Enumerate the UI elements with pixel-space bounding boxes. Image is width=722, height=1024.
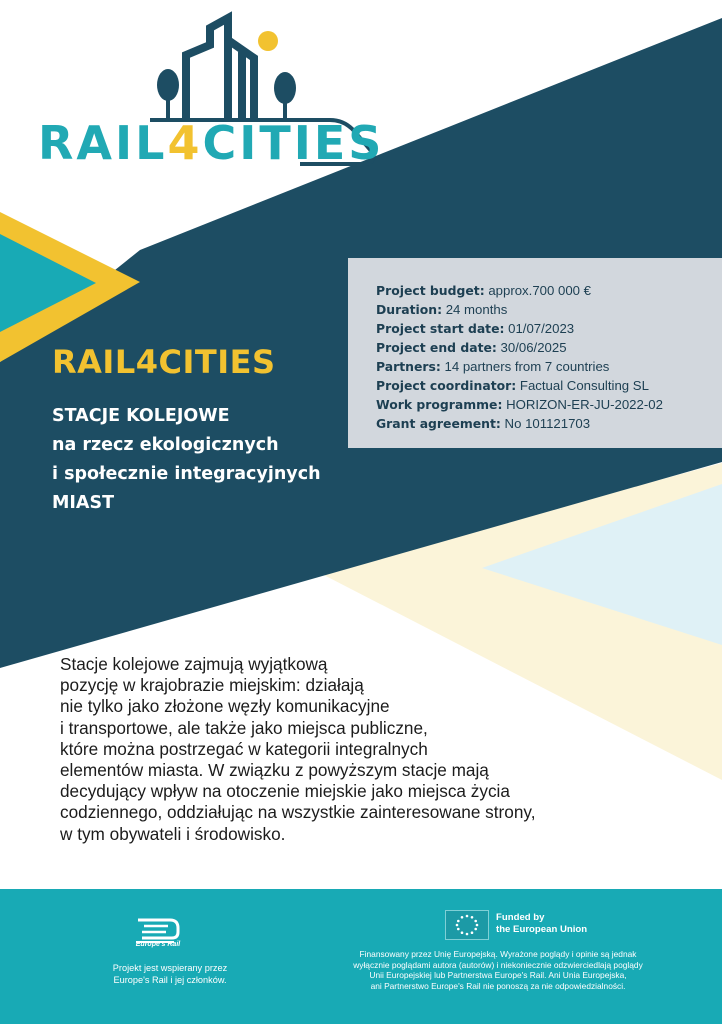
body-line: pozycję w krajobrazie miejskim: działają [60, 675, 364, 696]
project-info-box [348, 258, 722, 448]
hero-subtitle-line: MIAST [52, 493, 115, 513]
info-end-value: 30/06/2025 [500, 340, 567, 355]
info-programme-label: Work programme: [376, 397, 503, 412]
hero-subtitle-line: STACJE KOLEJOWE [52, 406, 230, 426]
info-budget-label: Project budget: [376, 283, 485, 298]
info-duration-label: Duration: [376, 302, 443, 317]
eu-funded-label [496, 912, 587, 936]
logo-cities: CITIES [202, 116, 385, 170]
logo-wordmark [38, 116, 385, 170]
info-start-label: Project start date: [376, 321, 505, 336]
body-line: nie tylko jako złożone węzły komunikacyjne [60, 696, 390, 717]
europes-rail-name: Europe's Rail [135, 941, 181, 948]
eu-funded-line: the European Union [496, 924, 588, 935]
info-start-value: 01/07/2023 [508, 321, 575, 336]
body-line: decydujący wpływ na otoczenie miejskie jako miejsca życia [60, 781, 510, 802]
info-coordinator [376, 376, 722, 395]
logo-rail: RAIL [38, 116, 168, 170]
info-coordinator-value: Factual Consulting SL [519, 378, 649, 393]
info-coordinator-label: Project coordinator: [376, 378, 517, 393]
hero-subtitle-line: i społecznie integracyjnych [52, 464, 321, 484]
info-grant [376, 414, 722, 433]
tree-left-trunk [166, 98, 170, 118]
er-note-line: Projekt jest wspierany przez [112, 963, 228, 973]
info-programme [376, 395, 722, 414]
eu-disclaimer-line: wyłącznie poglądami autora (autorów) i niekoniecznie odzwierciedlają poglądy [353, 959, 643, 970]
body-line: i transportowe, ale także jako miejsca publiczne, [60, 717, 428, 738]
info-grant-value: No 101121703 [504, 416, 591, 431]
info-budget [376, 281, 722, 300]
eu-disclaimer-line: Finansowany przez Unię Europejską. Wyrażone poglądy i opinie są jednak [359, 949, 637, 959]
er-note-line: Europe's Rail i jej członków. [113, 974, 227, 985]
hero-subtitle [52, 402, 321, 518]
info-duration [376, 300, 722, 319]
hero-subtitle-line: na rzecz ekologicznych [52, 435, 279, 455]
info-start-date [376, 319, 722, 338]
tree-left-icon [157, 69, 179, 101]
info-partners [376, 357, 722, 376]
info-budget-value: approx.700 000 € [488, 283, 591, 298]
body-line: w tym obywateli i środowisko. [60, 823, 286, 844]
europes-rail-note [80, 963, 260, 986]
tree-right-icon [274, 72, 296, 104]
eu-disclaimer [308, 949, 688, 992]
sun-icon [258, 31, 278, 51]
eu-funded-line: Funded by [496, 912, 545, 923]
city-skyline-icon [186, 18, 254, 120]
logo-4: 4 [167, 116, 203, 170]
info-partners-label: Partners: [376, 359, 441, 374]
body-line: codziennego, oddziałując na wszystkie zainteresowane strony, [60, 802, 536, 823]
body-paragraph [60, 654, 620, 845]
eu-flag-icon [445, 910, 489, 940]
info-end-date [376, 338, 722, 357]
eu-disclaimer-line: ani Partnerstwo Europe's Rail nie ponoszą za nie odpowiedzialności. [370, 981, 626, 992]
body-line: elementów miasta. W związku z powyższym stacje mają [60, 760, 489, 781]
info-programme-value: HORIZON-ER-JU-2022-02 [506, 397, 663, 412]
body-line: które można postrzegać w kategorii integralnych [60, 738, 428, 759]
info-grant-label: Grant agreement: [376, 416, 501, 431]
hero-title: RAIL4CITIES [52, 343, 276, 381]
info-end-label: Project end date: [376, 340, 497, 355]
eu-disclaimer-line: Unii Europejskiej lub Partnerstwa Europe's Rail. Ani Unia Europejska, [369, 970, 627, 981]
body-line: Stacje kolejowe zajmują wyjątkową [60, 654, 328, 674]
rail4cities-logo-graphic [0, 0, 722, 200]
info-partners-value: 14 partners from 7 countries [444, 359, 610, 374]
eu-stars-icon [446, 911, 488, 939]
info-duration-value: 24 months [445, 302, 508, 317]
